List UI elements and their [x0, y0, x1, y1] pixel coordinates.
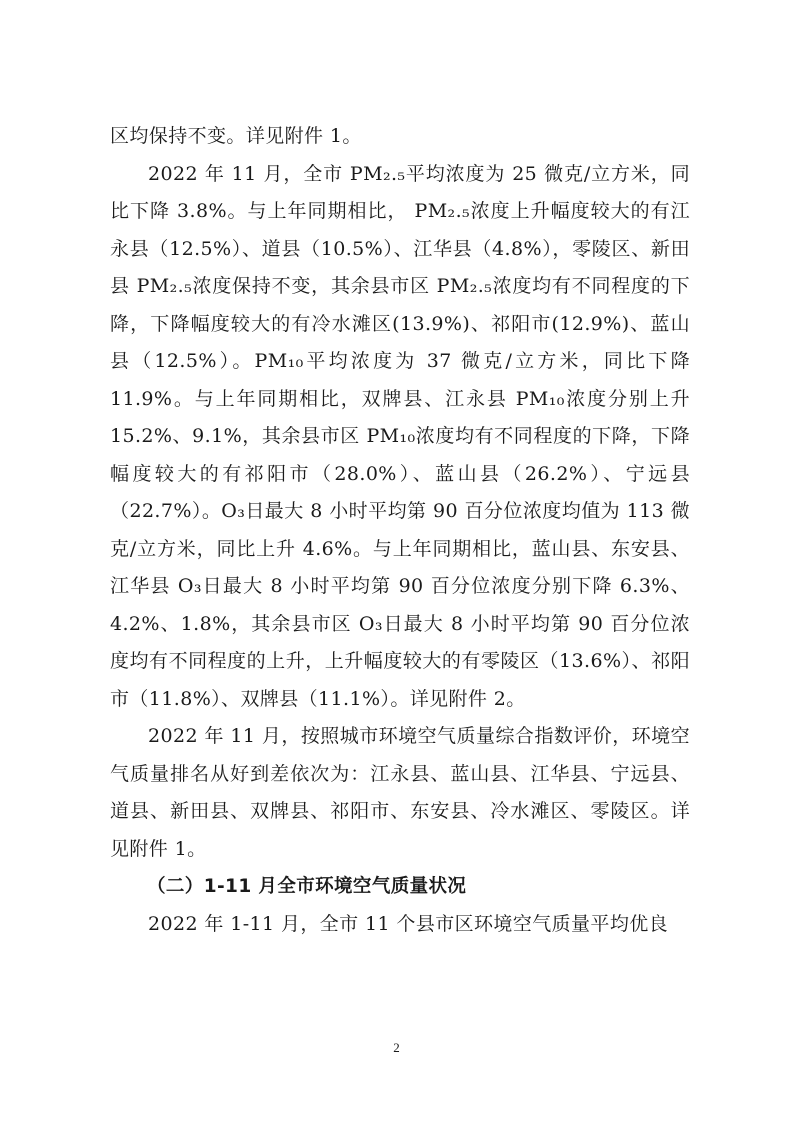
paragraph-continuation: 区均保持不变。详见附件 1。 — [110, 125, 362, 147]
section-heading: （二）1-11 月全市环境空气质量状况 — [147, 876, 467, 897]
paragraph-annual-summary: 2022 年 1-11 月，全市 11 个县市区环境空气质量平均优良 — [148, 912, 669, 935]
paragraph-pollutant-concentrations: 2022 年 11 月，全市 PM₂.₅平均浓度为 25 微克/立方米，同比下降 3.8%。与上年同期相比， PM₂.₅浓度上升幅度较大的有江永县（12.5%）、道县（10.5%）、江华县（4.8%），零陵区、新田县 PM₂.₅浓度保持不变，其余县市区 PM₂.₅浓度均有不同程度的下降，下降幅度较大的有冷水滩区(13.9%)、祁阳市(12.9%)、蓝山县（12.5%）。PM₁₀平均浓度为 37 微克/立方米，同比下降 11.9%。与上年同期相比，双牌县、江永县 PM₁₀浓度分别上升 15.2%、9.1%，其余县市区 PM₁₀浓度均有不同程度的下降，下降幅度较大的有祁阳市（28.0%）、蓝山县（26.2%）、宁远县（22.7%）。O₃日最大 8 小时平均第 90 百分位浓度均值为 113 微克/立方米，同比上升 4.6%。与上年同期相比，蓝山县、东安县、江华县 O₃日最大 8 小时平均第 90 百分位浓度分别下降 6.3%、4.2%、1.8%，其余县市区 O₃日最大 8 小时平均第 90 百分位浓度均有不同程度的上升，上升幅度较大的有零陵区（13.6%）、祁阳市（11.8%）、双牌县（11.1%）。详见附件 2。 — [110, 162, 690, 710]
paragraph-ranking: 2022 年 11 月，按照城市环境空气质量综合指数评价，环境空气质量排名从好到差依次为：江永县、蓝山县、江华县、宁远县、道县、新田县、双牌县、祁阳市、东安县、冷水滩区、零陵区。详见附件 1。 — [110, 725, 690, 860]
page-number: 2 — [393, 1040, 400, 1055]
body-text — [110, 118, 690, 943]
